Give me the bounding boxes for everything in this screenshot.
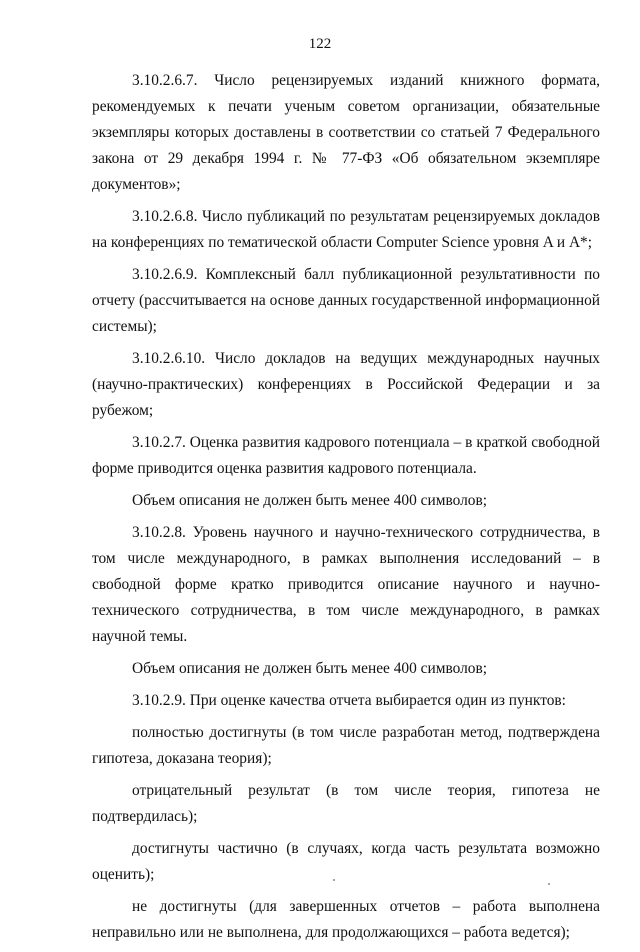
- document-body: [92, 68, 600, 952]
- paragraph-3-10-2-6-8: 3.10.2.6.8. Число публикаций по результатам рецензируемых докладов на конференциях по тематической области Computer Science уровня A и A*;: [92, 208, 600, 251]
- paragraph-3-10-2-6-9: 3.10.2.6.9. Комплексный балл публикационной результативности по отчету (рассчитывается на основе данных государственной информационной системы);: [92, 266, 600, 335]
- option-negative-result: отрицательный результат (в том числе теория, гипотеза не подтвердилась);: [92, 782, 600, 825]
- paragraph-3-10-2-6-10: 3.10.2.6.10. Число докладов на ведущих международных научных (научно-практических) конференциях в Российской Федерации и за рубежом;: [92, 350, 600, 419]
- option-fully-achieved: полностью достигнуты (в том числе разработан метод, подтверждена гипотеза, доказана теория);: [92, 724, 600, 767]
- paragraph-min-length-note: Объем описания не должен быть менее 400 символов;: [132, 660, 488, 677]
- paragraph-3-10-2-7: 3.10.2.7. Оценка развития кадрового потенциала – в краткой свободной форме приводится оценка развития кадрового потенциала.: [92, 434, 600, 477]
- page-number: 122: [308, 36, 332, 52]
- scan-speck: [548, 883, 550, 885]
- option-not-achieved: не достигнуты (для завершенных отчетов – работа выполнена неправильно или не выполнена, для продолжающихся – работа ведется);: [92, 898, 600, 941]
- paragraph-3-10-2-8: 3.10.2.8. Уровень научного и научно-технического сотрудничества, в том числе международного, в рамках выполнения исследований – в свободной форме кратко приводится описание научного и научно-технического сотрудничества, в том числе международного, в рамках научной темы.: [92, 524, 600, 645]
- paragraph-3-10-2-9: 3.10.2.9. При оценке качества отчета выбирается один из пунктов:: [132, 692, 566, 709]
- scan-speck: [333, 879, 335, 881]
- option-partially-achieved: достигнуты частично (в случаях, когда часть результата возможно оценить);: [92, 840, 600, 883]
- paragraph-3-10-2-6-7: 3.10.2.6.7. Число рецензируемых изданий книжного формата, рекомендуемых к печати ученым советом организации, обязательные экземпляры которых доставлены в соответствии со статьей 7 Федерального закона от 29 декабря 1994 г. № 77-ФЗ «Об обязательном экземпляре документов»;: [92, 72, 600, 193]
- paragraph-min-length-note: Объем описания не должен быть менее 400 символов;: [132, 492, 488, 509]
